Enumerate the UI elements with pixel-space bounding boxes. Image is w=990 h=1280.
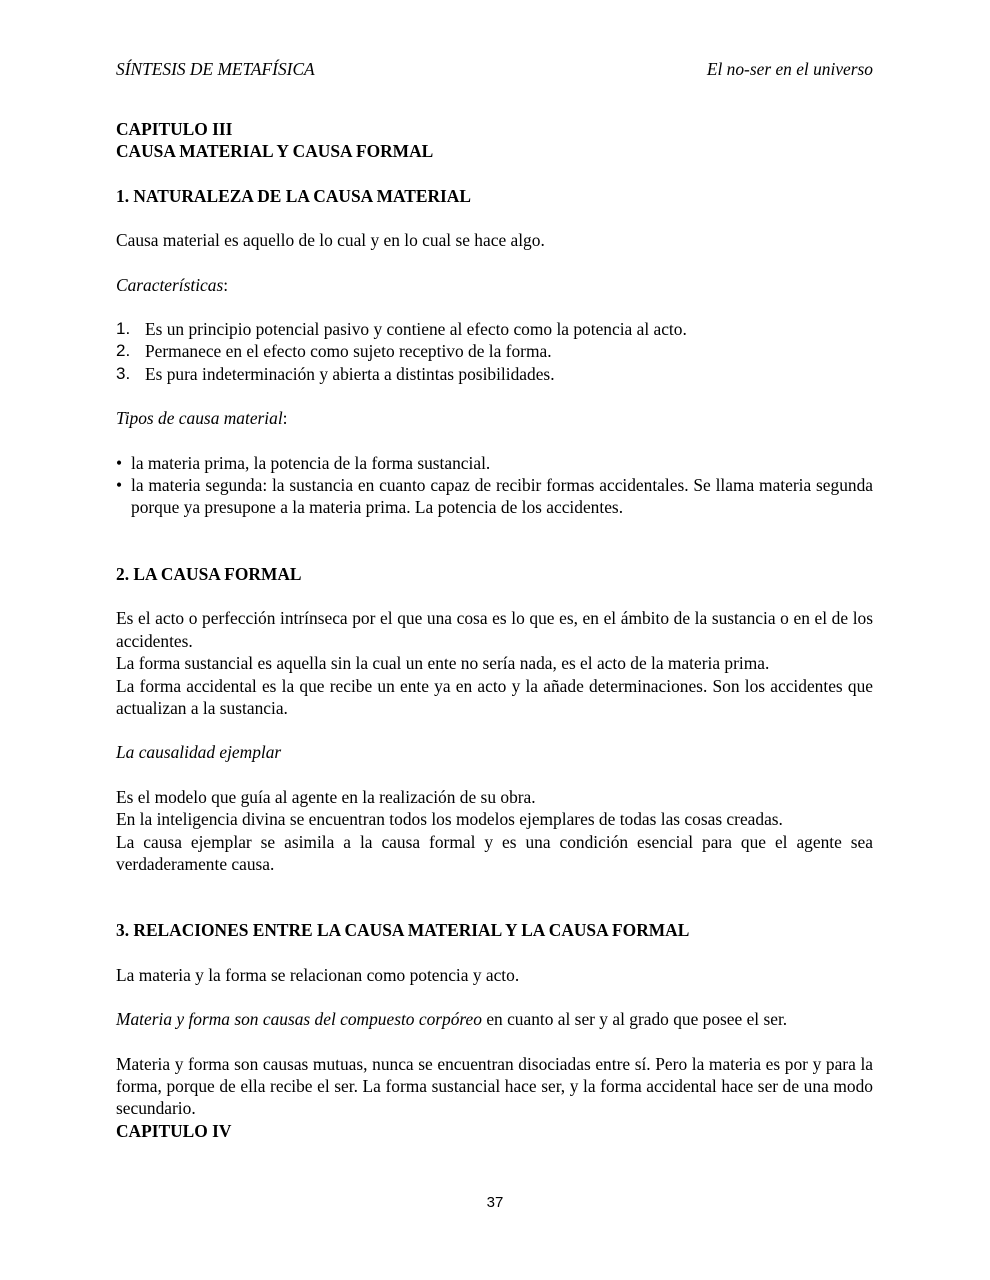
list-item-number: 2. — [116, 341, 131, 361]
header-chapter-title: El no-ser en el universo — [706, 59, 873, 79]
list-item-text: la materia prima, la potencia de la forma sustancial. — [131, 452, 491, 473]
bullet-icon: • — [116, 452, 123, 473]
paragraph: Es el acto o perfección intrínseca por el que una cosa es lo que es, en el ámbito de la sustancia o en el de los accidentes. — [116, 608, 873, 651]
section-3-heading: 3. RELACIONES ENTRE LA CAUSA MATERIAL Y LA CAUSA FORMAL — [116, 920, 690, 941]
list-item-number: 1. — [116, 319, 131, 339]
characteristics-label: Características — [116, 274, 224, 295]
paragraph: La materia y la forma se relacionan como potencia y acto. — [116, 964, 520, 985]
list-item — [116, 474, 873, 519]
paragraph: En la inteligencia divina se encuentran todos los modelos ejemplares de todas las cosas creadas. — [116, 809, 783, 830]
list-item-text: la materia segunda: la sustancia en cuanto capaz de recibir formas accidentales. Se llama materia segunda porque ya presupone a la materia prima. La potencia de los accidentes. — [131, 475, 873, 518]
list-item — [116, 452, 873, 474]
section-1-definition: Causa material es aquello de lo cual y en lo cual se hace algo. — [116, 230, 545, 251]
next-chapter-heading: CAPITULO IV — [116, 1120, 232, 1141]
list-item-text: Permanece en el efecto como sujeto receptivo de la forma. — [145, 341, 552, 362]
types-label: Tipos de causa material — [116, 408, 283, 429]
types-label-line: Tipos de causa material: — [116, 408, 288, 429]
list-item — [116, 340, 873, 362]
paragraph: Materia y forma son causas del compuesto corpóreo en cuanto al ser y al grado que posee el ser. — [116, 1009, 788, 1030]
list-item-text: Es pura indeterminación y abierta a distintas posibilidades. — [145, 363, 555, 384]
page-number: 37 — [486, 1194, 504, 1211]
section-1-heading: 1. NATURALEZA DE LA CAUSA MATERIAL — [116, 185, 471, 206]
paragraph: Materia y forma son causas mutuas, nunca se encuentran disociadas entre sí. Pero la materia es por y para la forma, porque de ella recibe el ser. La forma sustancial hace ser, y la forma accidental hace ser de una modo secundario. — [116, 1053, 873, 1119]
paragraph: Es el modelo que guía al agente en la realización de su obra. — [116, 786, 536, 807]
list-item-text: Es un principio potencial pasivo y contiene al efecto como la potencia al acto. — [145, 319, 687, 340]
list-item — [116, 363, 873, 385]
paragraph: La forma accidental es la que recibe un ente ya en acto y la añade determinaciones. Son los accidentes que actualizan a la sustancia. — [116, 675, 873, 718]
subheading-causalidad-ejemplar: La causalidad ejemplar — [116, 742, 282, 763]
list-item-number: 3. — [116, 363, 131, 383]
page-body — [116, 118, 873, 1142]
list-item — [116, 318, 873, 340]
characteristics-list — [116, 318, 873, 385]
chapter-title: CAUSA MATERIAL Y CAUSA FORMAL — [116, 141, 434, 162]
running-header — [116, 58, 873, 80]
paragraph: La causa ejemplar se asimila a la causa formal y es una condición esencial para que el agente sea verdaderamente causa. — [116, 831, 873, 874]
document-page — [116, 0, 873, 1280]
section-2-heading: 2. LA CAUSA FORMAL — [116, 563, 302, 584]
chapter-number: CAPITULO III — [116, 119, 233, 139]
bullet-icon: • — [116, 475, 123, 496]
characteristics-label-line: Características: — [116, 274, 229, 295]
types-list — [116, 452, 873, 519]
paragraph: La forma sustancial es aquella sin la cual un ente no sería nada, es el acto de la materia prima. — [116, 653, 770, 674]
header-book-title: SÍNTESIS DE METAFÍSICA — [116, 59, 315, 79]
emphasis-text: Materia y forma son causas del compuesto corpóreo — [116, 1009, 482, 1030]
